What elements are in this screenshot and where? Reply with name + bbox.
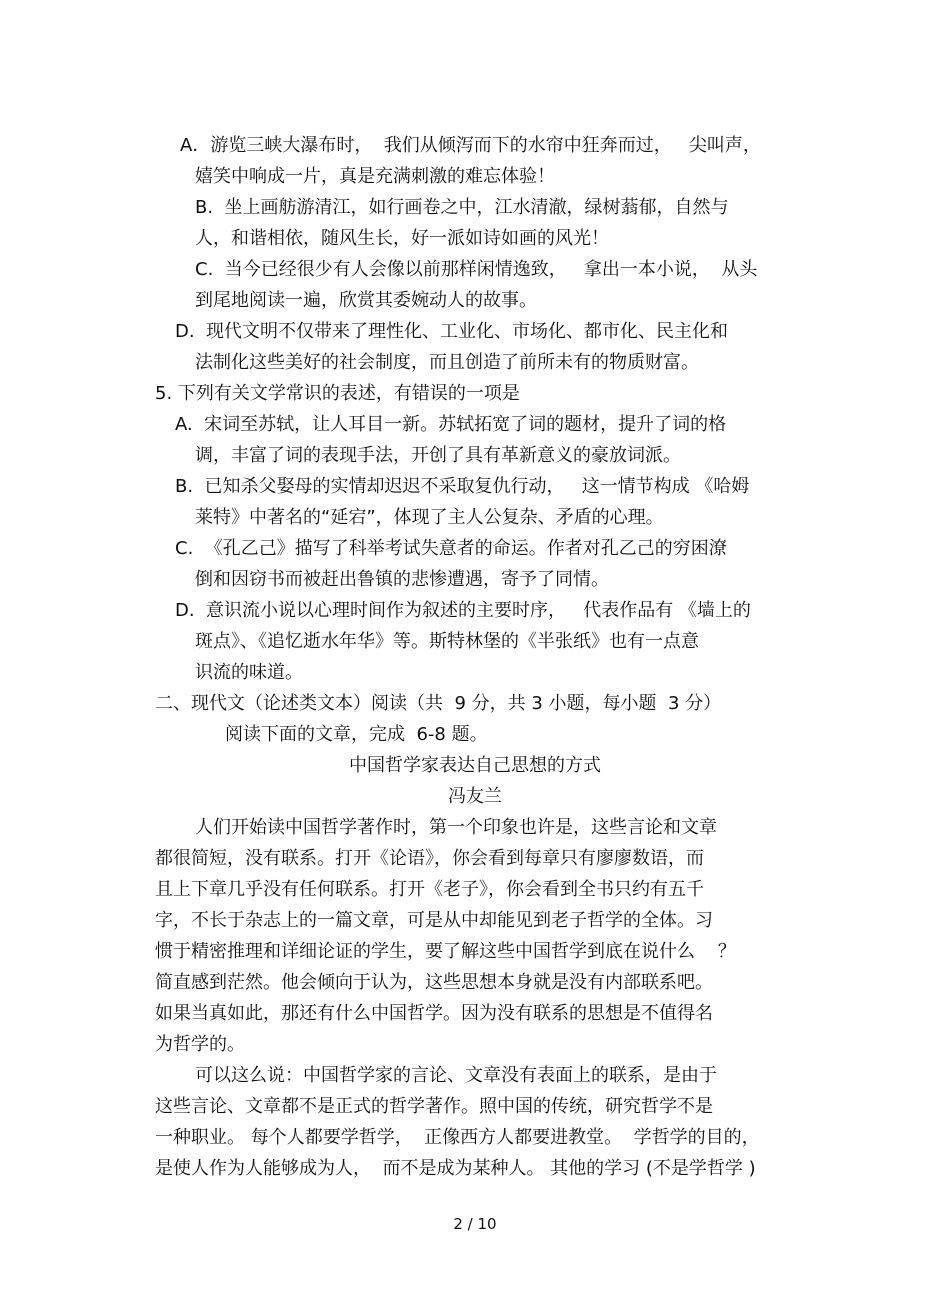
- article-author: 冯友兰: [448, 786, 502, 807]
- text-line: 识流的味道。: [195, 662, 303, 683]
- text-line: 人，和谐相依，随风生长，好一派如诗如画的风光！: [195, 228, 609, 249]
- text-line: A. 宋词至苏轼，让人耳目一新。苏轼拓宽了词的题材，提升了词的格: [175, 414, 727, 435]
- paragraph-line: 可以这么说：中国哲学家的言论、文章没有表面上的联系，是由于: [195, 1065, 717, 1086]
- text-line: D. 现代文明不仅带来了理性化、工业化、市场化、都市化、民主化和: [175, 321, 729, 342]
- paragraph-line: 简直感到茫然。他会倾向于认为，这些思想本身就是没有内部联系吧。: [155, 972, 713, 993]
- text-line: B. 已知杀父娶母的实情却迟迟不采取复仇行动， 这一情节构成 《哈姆: [175, 476, 750, 497]
- text-line: B. 坐上画舫游清江，如行画卷之中，江水清澈，绿树蓊郁，自然与: [195, 197, 729, 218]
- paragraph-line: 一种职业。 每个人都要学哲学， 正像西方人都要进教堂。 学哲学的目的，: [155, 1127, 760, 1148]
- text-line: 嬉笑中响成一片，真是充满刺激的难忘体验！: [195, 166, 555, 187]
- paragraph-line: 这些言论、文章都不是正式的哲学著作。照中国的传统，研究哲学不是: [155, 1096, 713, 1117]
- text-line: 到尾地阅读一遍，欣赏其委婉动人的故事。: [195, 290, 537, 311]
- text-line: 斑点》、《追忆逝水年华》等。斯特林堡的《半张纸》也有一点意: [195, 631, 699, 652]
- text-line: 倒和因窃书而被赶出鲁镇的悲惨遭遇，寄予了同情。: [195, 569, 609, 590]
- text-line: 5. 下列有关文学常识的表述，有错误的一项是: [155, 383, 520, 404]
- text-line: C. 当今已经很少有人会像以前那样闲情逸致， 拿出一本小说， 从头: [195, 259, 758, 280]
- text-line: A．游览三峡大瀑布时， 我们从倾泻而下的水帘中狂奔而过， 尖叫声，: [180, 135, 761, 156]
- text-line: 莱特》中著名的“延宕”，体现了主人公复杂、矛盾的心理。: [195, 507, 664, 528]
- text-line: D. 意识流小说以心理时间作为叙述的主要时序， 代表作品有 《墙上的: [175, 600, 751, 621]
- paragraph-line: 惯于精密推理和详细论证的学生，要了解这些中国哲学到底在说什么 ？: [155, 941, 736, 962]
- text-line: C. 《孔乙己》描写了科举考试失意者的命运。作者对孔乙己的穷困潦: [175, 538, 727, 559]
- paragraph-line: 都很简短，没有联系。打开《论语》，你会看到每章只有廖廖数语，而: [155, 848, 704, 869]
- text-line: 阅读下面的文章，完成 6-8 题。: [225, 724, 488, 745]
- paragraph-line: 如果当真如此，那还有什么中国哲学。因为没有联系的思想是不值得名: [155, 1003, 713, 1024]
- text-line: 法制化这些美好的社会制度，而且创造了前所未有的物质财富。: [195, 352, 699, 373]
- paragraph-line: 人们开始读中国哲学著作时，第一个印象也许是，这些言论和文章: [195, 817, 717, 838]
- paragraph-line: 且上下章几乎没有任何联系。打开《老子》，你会看到全书只约有五千: [155, 879, 704, 900]
- page-number: 2 / 10: [453, 1215, 497, 1233]
- text-line: 二、现代文（论述类文本）阅读（共 9 分，共 3 小题，每小题 3 分）: [155, 693, 722, 714]
- paragraph-line: 为哲学的。: [155, 1034, 245, 1055]
- paragraph-line: 字，不长于杂志上的一篇文章，可是从中却能见到老子哲学的全体。习: [155, 910, 713, 931]
- text-line: 调，丰富了词的表现手法，开创了具有革新意义的豪放词派。: [195, 445, 681, 466]
- paragraph-line: 是使人作为人能够成为人， 而不是成为某种人。 其他的学习 (不是学哲学 ): [155, 1158, 756, 1179]
- article-title: 中国哲学家表达自己思想的方式: [349, 755, 601, 776]
